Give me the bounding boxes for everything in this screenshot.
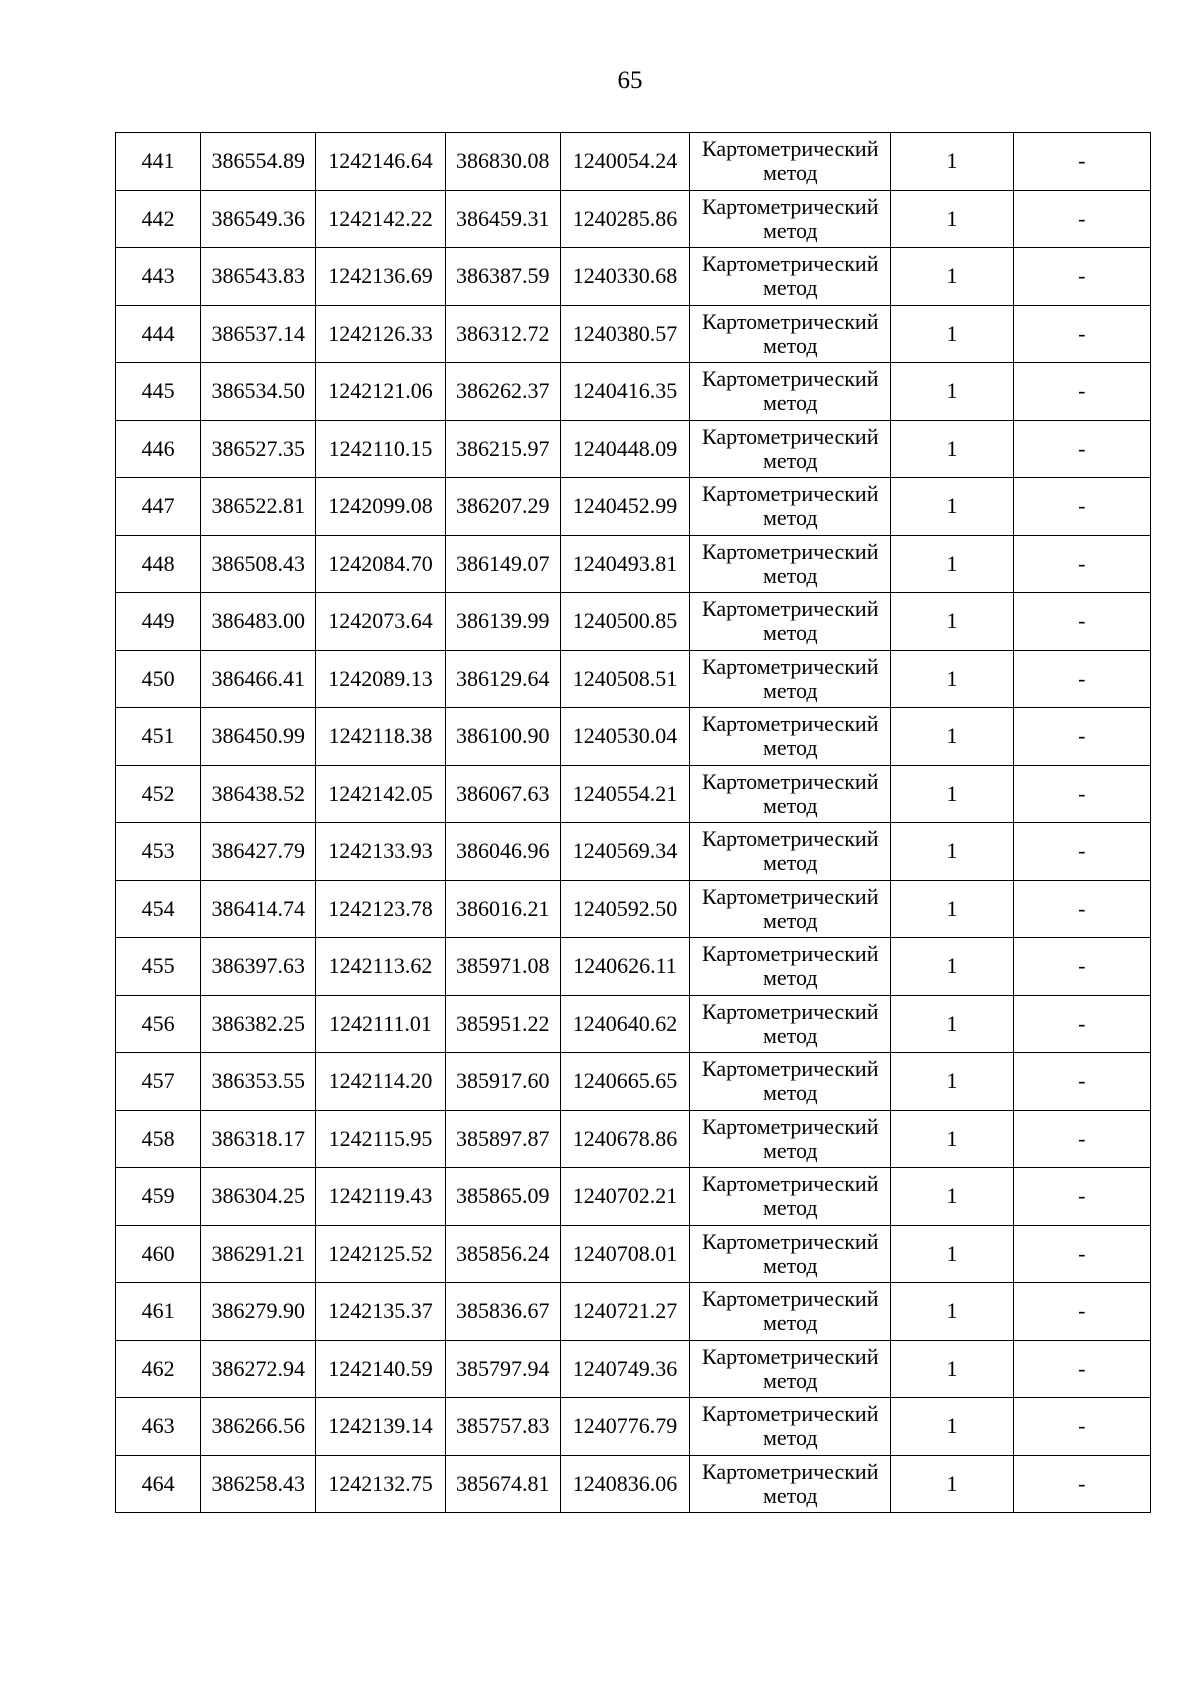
note-cell: - (1013, 1168, 1150, 1226)
x2-cell: 385917.60 (445, 1053, 560, 1111)
method-line-1: Картометрический (702, 941, 879, 967)
y1-cell: 1242142.22 (316, 190, 445, 248)
x2-cell: 386387.59 (445, 248, 560, 306)
y2-cell: 1240054.24 (560, 133, 689, 191)
method-line-1: Картометрический (702, 251, 879, 277)
method-line-1: Картометрический (702, 1401, 879, 1427)
x1-cell: 386318.17 (201, 1110, 316, 1168)
accuracy-cell: 1 (891, 363, 1013, 421)
table-row (116, 765, 1151, 823)
y1-cell: 1242113.62 (316, 938, 445, 996)
method-cell (690, 1110, 891, 1168)
y2-cell: 1240708.01 (560, 1225, 689, 1283)
table-body (116, 133, 1151, 1513)
note-cell: - (1013, 1340, 1150, 1398)
note-cell: - (1013, 593, 1150, 651)
x1-cell: 386527.35 (201, 420, 316, 478)
x1-cell: 386382.25 (201, 995, 316, 1053)
point-number-cell: 451 (116, 708, 201, 766)
table-row (116, 478, 1151, 536)
x2-cell: 385856.24 (445, 1225, 560, 1283)
x2-cell: 385757.83 (445, 1398, 560, 1456)
table-row (116, 248, 1151, 306)
y2-cell: 1240330.68 (560, 248, 689, 306)
method-line-2: метод (762, 907, 818, 933)
method-line-1: Картометрический (702, 193, 879, 219)
method-line-2: метод (762, 965, 818, 991)
accuracy-cell: 1 (891, 938, 1013, 996)
x1-cell: 386272.94 (201, 1340, 316, 1398)
x1-cell: 386554.89 (201, 133, 316, 191)
y2-cell: 1240721.27 (560, 1283, 689, 1341)
x1-cell: 386537.14 (201, 305, 316, 363)
table-row (116, 823, 1151, 881)
x1-cell: 386427.79 (201, 823, 316, 881)
note-cell: - (1013, 708, 1150, 766)
y1-cell: 1242114.20 (316, 1053, 445, 1111)
x2-cell: 386215.97 (445, 420, 560, 478)
y2-cell: 1240640.62 (560, 995, 689, 1053)
accuracy-cell: 1 (891, 1455, 1013, 1513)
note-cell: - (1013, 823, 1150, 881)
y1-cell: 1242140.59 (316, 1340, 445, 1398)
x2-cell: 385971.08 (445, 938, 560, 996)
method-cell (690, 248, 891, 306)
method-line-2: метод (762, 1252, 818, 1278)
note-cell: - (1013, 995, 1150, 1053)
method-cell (690, 305, 891, 363)
method-line-1: Картометрический (702, 308, 879, 334)
y2-cell: 1240493.81 (560, 535, 689, 593)
accuracy-cell: 1 (891, 765, 1013, 823)
method-cell (690, 1455, 891, 1513)
accuracy-cell: 1 (891, 133, 1013, 191)
method-cell (690, 190, 891, 248)
x2-cell: 385797.94 (445, 1340, 560, 1398)
method-line-1: Картометрический (702, 481, 879, 507)
y1-cell: 1242073.64 (316, 593, 445, 651)
table-row (116, 995, 1151, 1053)
point-number-cell: 443 (116, 248, 201, 306)
point-number-cell: 442 (116, 190, 201, 248)
method-line-1: Картометрический (702, 423, 879, 449)
method-line-2: метод (762, 1482, 818, 1508)
method-cell (690, 420, 891, 478)
method-line-1: Картометрический (702, 596, 879, 622)
point-number-cell: 452 (116, 765, 201, 823)
method-line-1: Картометрический (702, 1171, 879, 1197)
method-cell (690, 650, 891, 708)
table-row (116, 363, 1151, 421)
method-line-2: метод (762, 792, 818, 818)
method-line-2: метод (762, 1080, 818, 1106)
method-cell (690, 535, 891, 593)
method-cell (690, 1398, 891, 1456)
y1-cell: 1242115.95 (316, 1110, 445, 1168)
point-number-cell: 464 (116, 1455, 201, 1513)
method-cell (690, 823, 891, 881)
x1-cell: 386279.90 (201, 1283, 316, 1341)
method-line-1: Картометрический (702, 1286, 879, 1312)
x2-cell: 386046.96 (445, 823, 560, 881)
method-line-2: метод (762, 275, 818, 301)
note-cell: - (1013, 1110, 1150, 1168)
x2-cell: 386207.29 (445, 478, 560, 536)
note-cell: - (1013, 190, 1150, 248)
point-number-cell: 462 (116, 1340, 201, 1398)
method-line-2: метод (762, 1367, 818, 1393)
y2-cell: 1240380.57 (560, 305, 689, 363)
x2-cell: 386016.21 (445, 880, 560, 938)
x1-cell: 386438.52 (201, 765, 316, 823)
coordinates-table (115, 132, 1151, 1513)
note-cell: - (1013, 1225, 1150, 1283)
accuracy-cell: 1 (891, 1053, 1013, 1111)
accuracy-cell: 1 (891, 190, 1013, 248)
method-line-2: метод (762, 1137, 818, 1163)
table-row (116, 1168, 1151, 1226)
table-row (116, 650, 1151, 708)
table-row (116, 1225, 1151, 1283)
x2-cell: 386067.63 (445, 765, 560, 823)
table-row (116, 305, 1151, 363)
method-line-2: метод (762, 1310, 818, 1336)
y1-cell: 1242099.08 (316, 478, 445, 536)
accuracy-cell: 1 (891, 593, 1013, 651)
y1-cell: 1242126.33 (316, 305, 445, 363)
accuracy-cell: 1 (891, 1398, 1013, 1456)
y1-cell: 1242121.06 (316, 363, 445, 421)
y1-cell: 1242135.37 (316, 1283, 445, 1341)
x2-cell: 385674.81 (445, 1455, 560, 1513)
method-line-2: метод (762, 160, 818, 186)
method-line-2: метод (762, 562, 818, 588)
y2-cell: 1240285.86 (560, 190, 689, 248)
y2-cell: 1240592.50 (560, 880, 689, 938)
table-row (116, 1283, 1151, 1341)
method-cell (690, 938, 891, 996)
point-number-cell: 446 (116, 420, 201, 478)
method-line-1: Картометрический (702, 768, 879, 794)
method-cell (690, 708, 891, 766)
method-cell (690, 765, 891, 823)
method-line-1: Картометрический (702, 366, 879, 392)
method-line-2: метод (762, 447, 818, 473)
note-cell: - (1013, 938, 1150, 996)
y2-cell: 1240836.06 (560, 1455, 689, 1513)
accuracy-cell: 1 (891, 1110, 1013, 1168)
method-line-2: метод (762, 505, 818, 531)
method-cell (690, 593, 891, 651)
table-row (116, 880, 1151, 938)
y2-cell: 1240452.99 (560, 478, 689, 536)
y2-cell: 1240702.21 (560, 1168, 689, 1226)
y1-cell: 1242084.70 (316, 535, 445, 593)
page-number: 65 (617, 67, 643, 94)
point-number-cell: 456 (116, 995, 201, 1053)
x2-cell: 386129.64 (445, 650, 560, 708)
method-line-1: Картометрический (702, 1343, 879, 1369)
table-row (116, 938, 1151, 996)
method-line-1: Картометрический (702, 883, 879, 909)
y2-cell: 1240569.34 (560, 823, 689, 881)
y2-cell: 1240448.09 (560, 420, 689, 478)
method-cell (690, 363, 891, 421)
y1-cell: 1242132.75 (316, 1455, 445, 1513)
method-line-2: метод (762, 735, 818, 761)
method-line-1: Картометрический (702, 538, 879, 564)
method-line-1: Картометрический (702, 998, 879, 1024)
x1-cell: 386522.81 (201, 478, 316, 536)
table-row (116, 190, 1151, 248)
y2-cell: 1240416.35 (560, 363, 689, 421)
accuracy-cell: 1 (891, 1283, 1013, 1341)
y1-cell: 1242119.43 (316, 1168, 445, 1226)
table-row (116, 420, 1151, 478)
point-number-cell: 463 (116, 1398, 201, 1456)
method-line-2: метод (762, 390, 818, 416)
method-line-2: метод (762, 217, 818, 243)
table-row (116, 1398, 1151, 1456)
method-line-1: Картометрический (702, 136, 879, 162)
x2-cell: 386262.37 (445, 363, 560, 421)
note-cell: - (1013, 133, 1150, 191)
y2-cell: 1240554.21 (560, 765, 689, 823)
method-line-2: метод (762, 332, 818, 358)
accuracy-cell: 1 (891, 1225, 1013, 1283)
method-cell (690, 1340, 891, 1398)
method-line-2: метод (762, 1425, 818, 1451)
x2-cell: 386139.99 (445, 593, 560, 651)
point-number-cell: 453 (116, 823, 201, 881)
accuracy-cell: 1 (891, 305, 1013, 363)
note-cell: - (1013, 305, 1150, 363)
note-cell: - (1013, 478, 1150, 536)
x1-cell: 386258.43 (201, 1455, 316, 1513)
point-number-cell: 447 (116, 478, 201, 536)
method-line-1: Картометрический (702, 826, 879, 852)
method-line-2: метод (762, 620, 818, 646)
point-number-cell: 441 (116, 133, 201, 191)
x1-cell: 386353.55 (201, 1053, 316, 1111)
x1-cell: 386266.56 (201, 1398, 316, 1456)
y1-cell: 1242118.38 (316, 708, 445, 766)
method-cell (690, 1283, 891, 1341)
method-line-2: метод (762, 1195, 818, 1221)
note-cell: - (1013, 363, 1150, 421)
x2-cell: 385951.22 (445, 995, 560, 1053)
x2-cell: 385865.09 (445, 1168, 560, 1226)
x2-cell: 385836.67 (445, 1283, 560, 1341)
note-cell: - (1013, 535, 1150, 593)
table-row (116, 535, 1151, 593)
point-number-cell: 459 (116, 1168, 201, 1226)
table-row (116, 1455, 1151, 1513)
note-cell: - (1013, 1455, 1150, 1513)
point-number-cell: 454 (116, 880, 201, 938)
x1-cell: 386534.50 (201, 363, 316, 421)
note-cell: - (1013, 650, 1150, 708)
x1-cell: 386414.74 (201, 880, 316, 938)
y1-cell: 1242089.13 (316, 650, 445, 708)
y1-cell: 1242142.05 (316, 765, 445, 823)
method-line-2: метод (762, 677, 818, 703)
point-number-cell: 460 (116, 1225, 201, 1283)
method-cell (690, 478, 891, 536)
method-line-1: Картометрический (702, 1458, 879, 1484)
y1-cell: 1242133.93 (316, 823, 445, 881)
x2-cell: 386830.08 (445, 133, 560, 191)
method-cell (690, 995, 891, 1053)
accuracy-cell: 1 (891, 248, 1013, 306)
x1-cell: 386291.21 (201, 1225, 316, 1283)
x2-cell: 386312.72 (445, 305, 560, 363)
x1-cell: 386304.25 (201, 1168, 316, 1226)
method-line-1: Картометрический (702, 1228, 879, 1254)
table-row (116, 133, 1151, 191)
table-row (116, 1053, 1151, 1111)
y2-cell: 1240508.51 (560, 650, 689, 708)
x1-cell: 386483.00 (201, 593, 316, 651)
point-number-cell: 458 (116, 1110, 201, 1168)
y1-cell: 1242125.52 (316, 1225, 445, 1283)
x1-cell: 386543.83 (201, 248, 316, 306)
x1-cell: 386549.36 (201, 190, 316, 248)
y2-cell: 1240776.79 (560, 1398, 689, 1456)
accuracy-cell: 1 (891, 535, 1013, 593)
table-row (116, 708, 1151, 766)
point-number-cell: 450 (116, 650, 201, 708)
accuracy-cell: 1 (891, 478, 1013, 536)
point-number-cell: 448 (116, 535, 201, 593)
accuracy-cell: 1 (891, 880, 1013, 938)
y1-cell: 1242123.78 (316, 880, 445, 938)
method-cell (690, 1225, 891, 1283)
note-cell: - (1013, 880, 1150, 938)
method-cell (690, 133, 891, 191)
note-cell: - (1013, 1053, 1150, 1111)
y2-cell: 1240500.85 (560, 593, 689, 651)
x2-cell: 386100.90 (445, 708, 560, 766)
x2-cell: 386459.31 (445, 190, 560, 248)
y1-cell: 1242136.69 (316, 248, 445, 306)
method-line-2: метод (762, 1022, 818, 1048)
note-cell: - (1013, 1283, 1150, 1341)
accuracy-cell: 1 (891, 995, 1013, 1053)
accuracy-cell: 1 (891, 1340, 1013, 1398)
table-row (116, 1110, 1151, 1168)
method-cell (690, 1168, 891, 1226)
accuracy-cell: 1 (891, 420, 1013, 478)
method-cell (690, 1053, 891, 1111)
table-row (116, 1340, 1151, 1398)
point-number-cell: 449 (116, 593, 201, 651)
accuracy-cell: 1 (891, 1168, 1013, 1226)
method-line-2: метод (762, 850, 818, 876)
note-cell: - (1013, 1398, 1150, 1456)
point-number-cell: 444 (116, 305, 201, 363)
y1-cell: 1242111.01 (316, 995, 445, 1053)
method-line-1: Картометрический (702, 711, 879, 737)
method-line-1: Картометрический (702, 1113, 879, 1139)
table-row (116, 593, 1151, 651)
y2-cell: 1240530.04 (560, 708, 689, 766)
point-number-cell: 445 (116, 363, 201, 421)
point-number-cell: 455 (116, 938, 201, 996)
x1-cell: 386450.99 (201, 708, 316, 766)
y2-cell: 1240749.36 (560, 1340, 689, 1398)
note-cell: - (1013, 248, 1150, 306)
x1-cell: 386466.41 (201, 650, 316, 708)
x1-cell: 386508.43 (201, 535, 316, 593)
y2-cell: 1240678.86 (560, 1110, 689, 1168)
y1-cell: 1242139.14 (316, 1398, 445, 1456)
method-line-1: Картометрический (702, 1056, 879, 1082)
note-cell: - (1013, 765, 1150, 823)
x1-cell: 386397.63 (201, 938, 316, 996)
y2-cell: 1240626.11 (560, 938, 689, 996)
y1-cell: 1242110.15 (316, 420, 445, 478)
accuracy-cell: 1 (891, 650, 1013, 708)
point-number-cell: 461 (116, 1283, 201, 1341)
method-cell (690, 880, 891, 938)
x2-cell: 385897.87 (445, 1110, 560, 1168)
y1-cell: 1242146.64 (316, 133, 445, 191)
y2-cell: 1240665.65 (560, 1053, 689, 1111)
point-number-cell: 457 (116, 1053, 201, 1111)
x2-cell: 386149.07 (445, 535, 560, 593)
method-line-1: Картометрический (702, 653, 879, 679)
accuracy-cell: 1 (891, 823, 1013, 881)
accuracy-cell: 1 (891, 708, 1013, 766)
note-cell: - (1013, 420, 1150, 478)
